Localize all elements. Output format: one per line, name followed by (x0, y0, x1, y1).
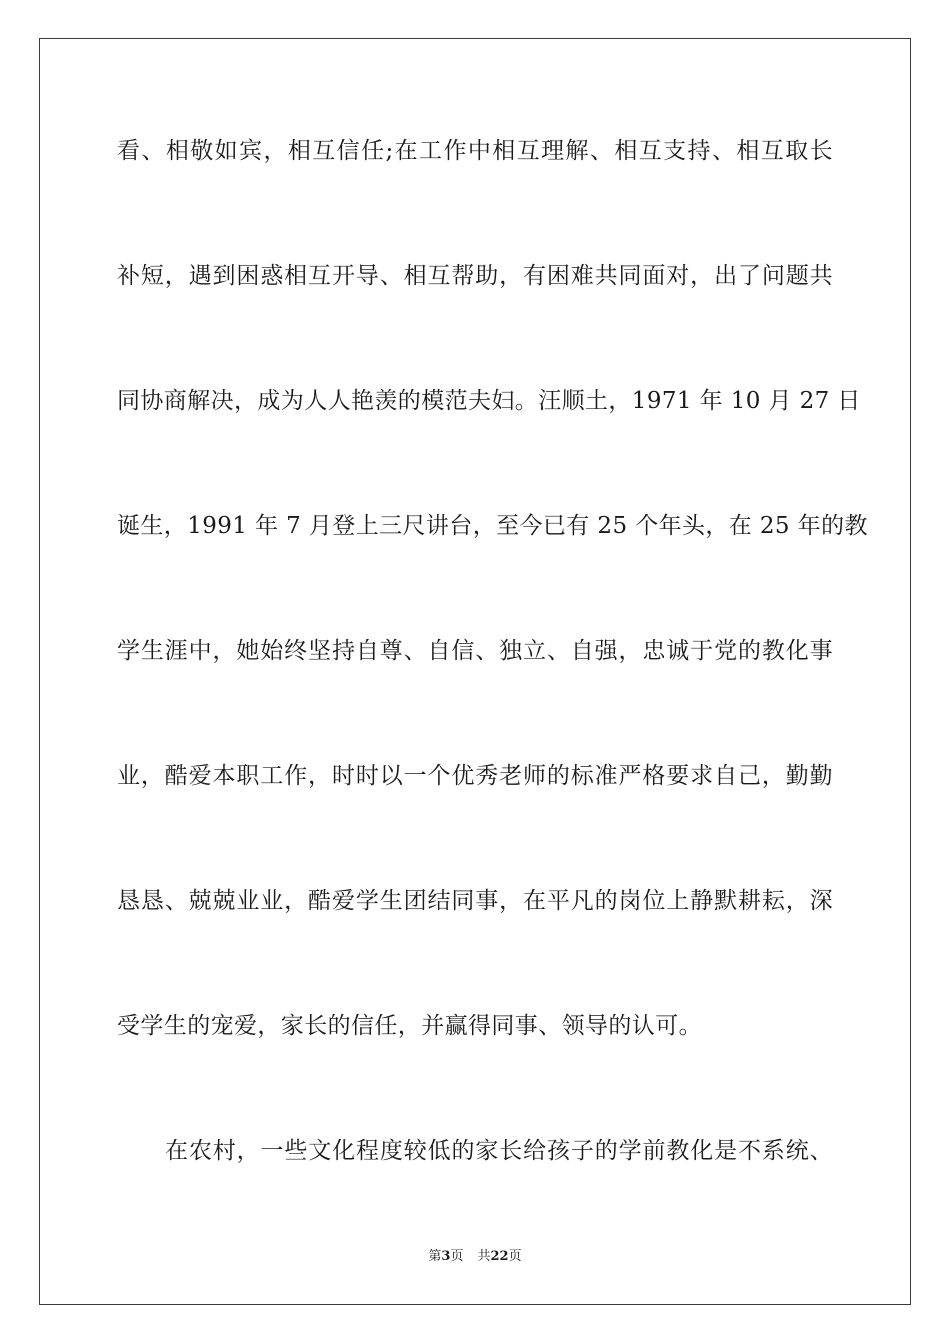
body-line-4: 诞生，1991 年 7 月登上三尺讲台，至今已有 25 个年头，在 25 年的教 (117, 513, 868, 539)
body-line-6: 业，酷爱本职工作，时时以一个优秀老师的标准严格要求自己，勤勤 (117, 763, 833, 789)
body-line-2: 补短，遇到困惑相互开导、相互帮助，有困难共同面对，出了问题共 (117, 263, 833, 289)
page-border (39, 38, 911, 1305)
body-line-7: 恳恳、兢兢业业，酷爱学生团结同事，在平凡的岗位上静默耕耘，深 (117, 888, 833, 914)
body-line-8: 受学生的宠爱，家长的信任，并赢得同事、领导的认可。 (117, 1013, 702, 1039)
page-suffix: 页 (450, 1249, 464, 1264)
page-prefix: 第 (428, 1249, 442, 1264)
body-line-1: 看、相敬如宾，相互信任;在工作中相互理解、相互支持、相互取长 (117, 138, 833, 164)
body-line-3: 同协商解决，成为人人艳羡的模范夫妇。汪顺土，1971 年 10 月 27 日 (117, 388, 861, 414)
page-footer (0, 1248, 950, 1266)
body-line-5: 学生涯中，她始终坚持自尊、自信、独立、自强，忠诚于党的教化事 (117, 638, 833, 664)
total-pages: 22 (490, 1249, 509, 1264)
body-line-9-paragraph-start: 在农村，一些文化程度较低的家长给孩子的学前教化是不系统、 (165, 1138, 833, 1164)
total-suffix: 页 (508, 1249, 522, 1264)
total-prefix: 共 (477, 1249, 491, 1264)
page-number: 3 (441, 1249, 451, 1264)
